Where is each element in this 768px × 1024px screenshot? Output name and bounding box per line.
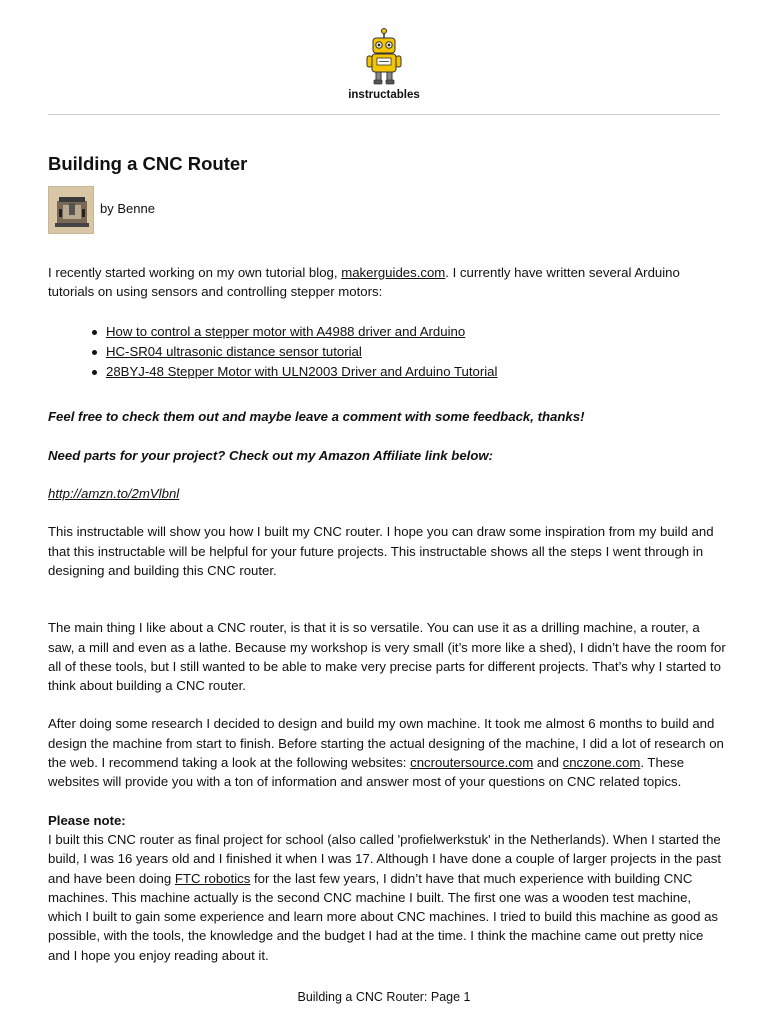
list-item	[88, 362, 728, 382]
paragraph-versatility: The main thing I like about a CNC router, is that it is so versatile. You can use it as a drilling machine, a router, a saw, a mill and even as a lathe. Because my workshop is very small (it’s more like a shed), I didn’t have the room for all of these tools, but I still wanted to be able to make very precise parts for different projects. That’s why I started to think about building a CNC router.	[48, 620, 726, 694]
feedback-note: Feel free to check them out and maybe leave a comment with some feedback, thanks!	[48, 409, 585, 425]
paragraph-research	[48, 714, 728, 791]
note-text-2: for the last few years, I didn’t have that much experience with building CNC machines. This machine actually is the second CNC machine I built. The first one was a wooden test machine, which I built to gain some experience and learn more about CNC machines. I tried to build this machine as good as possible, with the tools, the knowledge and the budget I had at the time. I think the machine came out pretty nice and I hope you enjoy reading about it.	[48, 870, 718, 963]
list-item	[88, 342, 728, 362]
affiliate-paragraph	[48, 484, 728, 503]
author-name: by Benne	[100, 201, 155, 217]
article-title: Building a CNC Router	[48, 153, 248, 174]
cncroutersource-link[interactable]: cncroutersource.com	[410, 755, 534, 771]
list-item	[88, 322, 728, 342]
research-text-1: After doing some research I decided to design and build my own machine. It took me almost 6 months to build and design the machine from start to finish. Before starting the actual designing of the machine, I did a lot of research on the web. I recommend taking a look at the following websites:	[48, 716, 724, 771]
author-avatar[interactable]	[48, 186, 94, 234]
article-body	[48, 152, 728, 965]
makerguides-link[interactable]: makerguides.com	[341, 265, 446, 280]
note-heading: Please note:	[48, 812, 126, 828]
tutorial-link-28byj48[interactable]: 28BYJ-48 Stepper Motor with ULN2003 Driver and Arduino Tutorial	[106, 364, 498, 380]
intro-text-1: I recently started working on my own tutorial blog,	[48, 265, 342, 280]
research-and: and	[533, 755, 563, 771]
paragraph-intro-build: This instructable will show you how I built my CNC router. I hope you can draw some inspiration from my build and that this instructable will be helpful for your future projects. This instructable shows all the steps I went through in designing and building this CNC router.	[48, 524, 714, 578]
affiliate-link[interactable]: http://amzn.to/2mVlbnl	[48, 486, 180, 502]
ftc-robotics-link[interactable]: FTC robotics	[174, 870, 251, 886]
header	[0, 28, 768, 102]
brand-name[interactable]: instructables	[348, 89, 420, 101]
header-divider	[48, 114, 720, 115]
instructables-robot-logo-icon[interactable]	[364, 28, 404, 88]
paragraph-note	[48, 830, 728, 965]
intro-text-2: . I currently have written several Arduino tutorials on using sensors and controlling stepper motors:	[48, 265, 680, 300]
research-text-2: . These websites will provide you with a ton of information and answer most of your questions on CNC related topics.	[48, 755, 685, 790]
parts-note: Need parts for your project? Check out my Amazon Affiliate link below:	[48, 447, 494, 463]
cnc-machine-thumbnail-icon	[49, 187, 94, 234]
tutorial-link-a4988[interactable]: How to control a stepper motor with A4988 driver and Arduino	[106, 323, 466, 339]
intro-paragraph	[48, 263, 728, 302]
cnczone-link[interactable]: cnczone.com	[562, 755, 641, 771]
author-row	[48, 186, 728, 234]
page-footer: Building a CNC Router: Page 1	[297, 990, 471, 1004]
tutorial-link-hcsr04[interactable]: HC-SR04 ultrasonic distance sensor tutorial	[106, 343, 362, 359]
note-text-1: I built this CNC router as final project for school (also called 'profielwerkstuk' in the Netherlands). When I started the build, I was 16 years old and I finished it when I was 17. Although I have done a couple of larger projects in the past and have been doing	[48, 831, 721, 886]
tutorial-list	[88, 322, 728, 383]
